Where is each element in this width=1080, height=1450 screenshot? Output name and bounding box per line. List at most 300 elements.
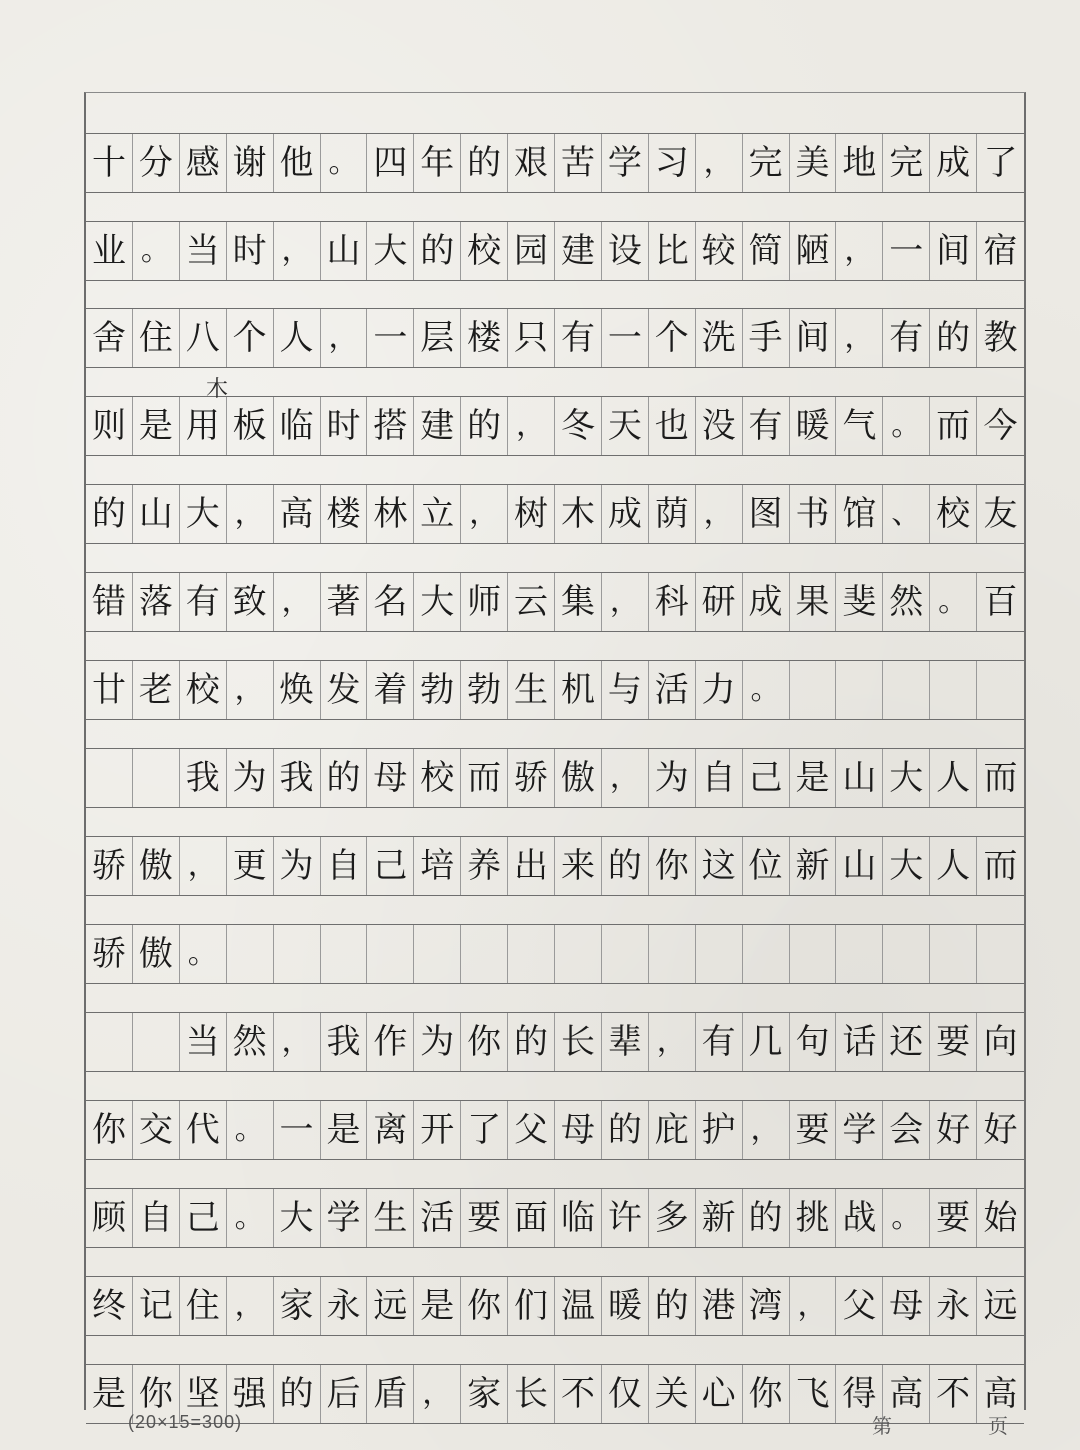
- grid-cell: 了: [983, 143, 1018, 183]
- grid-cell: 四: [367, 134, 414, 192]
- grid-cell: 好: [983, 1110, 1018, 1150]
- grid-cell: 感: [180, 134, 227, 192]
- grid-cell: 坚: [180, 1365, 227, 1423]
- grid-cell: 会: [883, 1101, 930, 1159]
- grid-cell: 老: [133, 661, 180, 719]
- grid-cell: 层: [414, 309, 461, 367]
- grid-cell: 要: [461, 1189, 508, 1247]
- grid-cell: 后: [321, 1365, 368, 1423]
- grid-cell: 不: [555, 1365, 602, 1423]
- grid-cell: 的: [414, 222, 461, 280]
- grid-cell: 。: [227, 1101, 274, 1159]
- grid-cell: 一: [602, 309, 649, 367]
- grid-cell: 许: [602, 1189, 649, 1247]
- grid-cell: 你: [86, 1101, 133, 1159]
- grid-cell: [930, 925, 977, 983]
- grid-cell: 搭: [367, 397, 414, 455]
- grid-cell: [133, 1013, 180, 1071]
- grid-cell: 要: [930, 1013, 977, 1071]
- grid-cell: 话: [836, 1013, 883, 1071]
- grid-cell: 己: [743, 749, 790, 807]
- grid-cell: 母: [367, 749, 414, 807]
- grid-cell: ，: [649, 1013, 696, 1071]
- grid-cell: 成: [930, 134, 977, 192]
- grid-cell: 大: [274, 1189, 321, 1247]
- grid-cell: [367, 925, 414, 983]
- grid-cell: 立: [414, 485, 461, 543]
- grid-cell: 用: [180, 397, 227, 455]
- grid-cell: ，: [602, 573, 649, 631]
- grid-row: [86, 1100, 1024, 1160]
- grid-cell: 则: [86, 397, 133, 455]
- grid-cell: 宿: [983, 231, 1018, 271]
- grid-cell: 的: [602, 837, 649, 895]
- grid-cell: [883, 661, 930, 719]
- grid-cell: 他: [274, 134, 321, 192]
- grid-cell: 的: [508, 1013, 555, 1071]
- grid-row: [86, 748, 1024, 808]
- grid-cell: 得: [836, 1365, 883, 1423]
- grid-spec-label: (20×15=300): [128, 1412, 243, 1432]
- grid-cell: 业: [86, 222, 133, 280]
- grid-cell: 比: [649, 222, 696, 280]
- grid-cell: ，: [274, 1013, 321, 1071]
- grid-cell: 校: [930, 485, 977, 543]
- grid-cell: 书: [790, 485, 837, 543]
- grid-cell: [836, 925, 883, 983]
- grid-cell: 大: [883, 837, 930, 895]
- grid-cell: 楼: [321, 485, 368, 543]
- grid-cell: 长: [555, 1013, 602, 1071]
- grid-cell: 盾: [367, 1365, 414, 1423]
- grid-cell: 为: [414, 1013, 461, 1071]
- grid-cell: [133, 749, 180, 807]
- grid-cell: 终: [86, 1277, 133, 1335]
- grid-cell: 陋: [790, 222, 837, 280]
- grid-cell: 。: [133, 222, 180, 280]
- grid-cell: ，: [227, 485, 274, 543]
- grid-cell: 多: [649, 1189, 696, 1247]
- page-label-di: 第: [872, 1414, 892, 1438]
- grid-cell: 傲: [555, 749, 602, 807]
- grid-cell: 馆: [836, 485, 883, 543]
- grid-cell: 始: [983, 1198, 1018, 1238]
- grid-cell: 代: [180, 1101, 227, 1159]
- grid-cell: 父: [836, 1277, 883, 1335]
- grid-cell: 。: [180, 925, 227, 983]
- grid-cell: 一: [367, 309, 414, 367]
- grid-cell: 然: [883, 573, 930, 631]
- grid-cell: 年: [414, 134, 461, 192]
- grid-cell: 这: [696, 837, 743, 895]
- grid-cell: 与: [602, 661, 649, 719]
- grid-cell: 树: [508, 485, 555, 543]
- grid-cell: 致: [227, 573, 274, 631]
- grid-cell: 母: [555, 1101, 602, 1159]
- grid-row: [86, 308, 1024, 368]
- grid-cell: ，: [743, 1101, 790, 1159]
- grid-row: [86, 396, 1024, 456]
- grid-cell: 百: [983, 582, 1018, 622]
- grid-cell: 大: [367, 222, 414, 280]
- grid-cell: 没: [696, 397, 743, 455]
- grid-cell: ，: [696, 134, 743, 192]
- grid-cell: 是: [321, 1101, 368, 1159]
- grid-cell: [743, 925, 790, 983]
- grid-cell: [508, 925, 555, 983]
- grid-cell: [649, 925, 696, 983]
- grid-cell: 发: [321, 661, 368, 719]
- grid-cell: 洗: [696, 309, 743, 367]
- grid-cell: 们: [508, 1277, 555, 1335]
- grid-cell: 。: [883, 397, 930, 455]
- grid-row: [86, 924, 1024, 984]
- grid-cell: [86, 749, 133, 807]
- grid-cell: 是: [414, 1277, 461, 1335]
- grid-cell: 今: [983, 406, 1018, 446]
- grid-row: [86, 1012, 1024, 1072]
- grid-cell: 你: [649, 837, 696, 895]
- grid-cell: 谢: [227, 134, 274, 192]
- grid-cell: 果: [790, 573, 837, 631]
- grid-cell: 而: [983, 846, 1018, 886]
- grid-cell: 科: [649, 573, 696, 631]
- grid-cell: 而: [461, 749, 508, 807]
- grid-cell: ，: [180, 837, 227, 895]
- grid-cell: 的: [602, 1101, 649, 1159]
- grid-cell: 。: [227, 1189, 274, 1247]
- grid-cell: 己: [180, 1189, 227, 1247]
- grid-cell: 作: [367, 1013, 414, 1071]
- grid-cell: 心: [696, 1365, 743, 1423]
- grid-cell: 开: [414, 1101, 461, 1159]
- grid-cell: 十: [86, 134, 133, 192]
- grid-cell: 山: [836, 749, 883, 807]
- grid-cell: 间: [790, 309, 837, 367]
- grid-cell: 机: [555, 661, 602, 719]
- grid-cell: 飞: [790, 1365, 837, 1423]
- grid-cell: 时: [321, 397, 368, 455]
- grid-cell: 父: [508, 1101, 555, 1159]
- grid-cell: 护: [696, 1101, 743, 1159]
- grid-cell: 学: [602, 134, 649, 192]
- grid-cell: 大: [414, 573, 461, 631]
- grid-cell: 学: [321, 1189, 368, 1247]
- grid-cell: 我: [321, 1013, 368, 1071]
- insertion-mark: 木: [206, 377, 229, 402]
- grid-cell: 。: [883, 1189, 930, 1247]
- grid-cell: 云: [508, 573, 555, 631]
- grid-cell: 来: [555, 837, 602, 895]
- grid-cell: 生: [367, 1189, 414, 1247]
- grid-cell: 有: [743, 397, 790, 455]
- grid-cell: 港: [696, 1277, 743, 1335]
- grid-cell: 战: [836, 1189, 883, 1247]
- grid-cell: 的: [930, 309, 977, 367]
- grid-cell: 建: [555, 222, 602, 280]
- grid-cell: 强: [227, 1365, 274, 1423]
- grid-cell: 校: [414, 749, 461, 807]
- grid-cell: 名: [367, 573, 414, 631]
- grid-cell: 间: [930, 222, 977, 280]
- grid-cell: ，: [836, 222, 883, 280]
- grid-cell: 。: [321, 134, 368, 192]
- grid-cell: 一: [274, 1101, 321, 1159]
- grid-cell: 仅: [602, 1365, 649, 1423]
- grid-cell: 手: [743, 309, 790, 367]
- grid-cell: 自: [696, 749, 743, 807]
- grid-cell: 生: [508, 661, 555, 719]
- grid-cell: 。: [743, 661, 790, 719]
- grid-cell: ，: [274, 573, 321, 631]
- grid-cell: 然: [227, 1013, 274, 1071]
- grid-cell: ，: [602, 749, 649, 807]
- grid-cell: 为: [227, 749, 274, 807]
- grid-cell: [696, 925, 743, 983]
- grid-cell: 有: [555, 309, 602, 367]
- page-label-ye: 页: [988, 1414, 1008, 1438]
- grid-cell: ，: [696, 485, 743, 543]
- grid-cell: 辈: [602, 1013, 649, 1071]
- grid-cell: 、: [883, 485, 930, 543]
- grid-cell: 当: [180, 1013, 227, 1071]
- grid-cell: 养: [461, 837, 508, 895]
- grid-cell: 是: [133, 397, 180, 455]
- grid-cell: 骄: [86, 837, 133, 895]
- grid-cell: 的: [321, 749, 368, 807]
- grid-cell: [977, 925, 1024, 983]
- grid-cell: 为: [274, 837, 321, 895]
- grid-cell: 力: [696, 661, 743, 719]
- grid-cell: 是: [86, 1365, 133, 1423]
- grid-row: [86, 1188, 1024, 1248]
- grid-cell: ，: [461, 485, 508, 543]
- grid-cell: 己: [367, 837, 414, 895]
- grid-cell: 位: [743, 837, 790, 895]
- grid-cell: 只: [508, 309, 555, 367]
- grid-cell: 当: [180, 222, 227, 280]
- grid-row: [86, 572, 1024, 632]
- grid-cell: [414, 925, 461, 983]
- grid-cell: 家: [274, 1277, 321, 1335]
- grid-cell: 习: [649, 134, 696, 192]
- grid-cell: 较: [696, 222, 743, 280]
- grid-cell: 你: [461, 1013, 508, 1071]
- grid-cell: 交: [133, 1101, 180, 1159]
- grid-cell: 勃: [461, 661, 508, 719]
- grid-cell: 记: [133, 1277, 180, 1335]
- grid-cell: 人: [274, 309, 321, 367]
- grid-cell: 新: [790, 837, 837, 895]
- grid-cell: 山: [133, 485, 180, 543]
- grid-cell: 个: [649, 309, 696, 367]
- grid-cell: 你: [743, 1365, 790, 1423]
- grid-cell: 时: [227, 222, 274, 280]
- grid-cell: 学: [836, 1101, 883, 1159]
- grid-cell: ，: [790, 1277, 837, 1335]
- grid-cell: 要: [790, 1101, 837, 1159]
- grid-cell: 成: [602, 485, 649, 543]
- grid-cell: 出: [508, 837, 555, 895]
- grid-cell: 设: [602, 222, 649, 280]
- grid-cell: 骄: [86, 925, 133, 983]
- grid-cell: 自: [133, 1189, 180, 1247]
- grid-cell: ，: [274, 222, 321, 280]
- grid-cell: 暖: [790, 397, 837, 455]
- grid-cell: 的: [461, 134, 508, 192]
- grid-cell: 研: [696, 573, 743, 631]
- grid-cell: 校: [461, 222, 508, 280]
- grid-cell: 大: [883, 749, 930, 807]
- grid-row: [86, 836, 1024, 896]
- grid-cell: 离: [367, 1101, 414, 1159]
- grid-cell: 挑: [790, 1189, 837, 1247]
- grid-cell: 地: [836, 134, 883, 192]
- grid-cell: 友: [983, 494, 1018, 534]
- grid-cell: 暖: [602, 1277, 649, 1335]
- grid-cell: 成: [743, 573, 790, 631]
- grid-cell: [227, 925, 274, 983]
- grid-cell: 住: [133, 309, 180, 367]
- grid-cell: 远: [367, 1277, 414, 1335]
- grid-cell: 好: [930, 1101, 977, 1159]
- grid-cell: 山: [321, 222, 368, 280]
- grid-cell: [602, 925, 649, 983]
- grid-cell: 关: [649, 1365, 696, 1423]
- grid-cell: 是: [790, 749, 837, 807]
- grid-cell: 有: [696, 1013, 743, 1071]
- grid-row: [86, 660, 1024, 720]
- grid-cell: 我: [274, 749, 321, 807]
- grid-cell: 完: [883, 134, 930, 192]
- grid-cell: 你: [461, 1277, 508, 1335]
- grid-cell: [883, 925, 930, 983]
- grid-cell: 山: [836, 837, 883, 895]
- grid-cell: 落: [133, 573, 180, 631]
- grid-cell: [977, 661, 1024, 719]
- grid-cell: ，: [227, 661, 274, 719]
- grid-cell: 高: [274, 485, 321, 543]
- grid-cell: 母: [883, 1277, 930, 1335]
- grid-cell: 住: [180, 1277, 227, 1335]
- grid-cell: 远: [983, 1286, 1018, 1326]
- grid-cell: 而: [930, 397, 977, 455]
- grid-cell: 了: [461, 1101, 508, 1159]
- grid-cell: 临: [274, 397, 321, 455]
- grid-cell: 。: [930, 573, 977, 631]
- grid-cell: [461, 925, 508, 983]
- grid-cell: 更: [227, 837, 274, 895]
- grid-cell: 要: [930, 1189, 977, 1247]
- grid-cell: 人: [930, 837, 977, 895]
- grid-cell: 温: [555, 1277, 602, 1335]
- grid-cell: ，: [836, 309, 883, 367]
- grid-cell: [790, 661, 837, 719]
- grid-cell: 建: [414, 397, 461, 455]
- grid-cell: 自: [321, 837, 368, 895]
- grid-cell: 人: [930, 749, 977, 807]
- grid-cell: ，: [508, 397, 555, 455]
- grid-cell: 勃: [414, 661, 461, 719]
- grid-cell: 向: [983, 1022, 1018, 1062]
- grid-cell: 苦: [555, 134, 602, 192]
- grid-cell: 不: [930, 1365, 977, 1423]
- grid-cell: ，: [414, 1365, 461, 1423]
- grid-cell: 教: [983, 318, 1018, 358]
- grid-cell: [86, 1013, 133, 1071]
- grid-cell: 荫: [649, 485, 696, 543]
- grid-cell: [274, 925, 321, 983]
- grid-cell: 还: [883, 1013, 930, 1071]
- grid-cell: 骄: [508, 749, 555, 807]
- grid-cell: 几: [743, 1013, 790, 1071]
- grid-cell: 图: [743, 485, 790, 543]
- grid-cell: [790, 925, 837, 983]
- grid-cell: 傲: [133, 925, 180, 983]
- grid-cell: 师: [461, 573, 508, 631]
- grid-row: [86, 133, 1024, 193]
- grid-cell: 培: [414, 837, 461, 895]
- grid-cell: 舍: [86, 309, 133, 367]
- grid-cell: 永: [930, 1277, 977, 1335]
- grid-cell: 楼: [461, 309, 508, 367]
- grid-cell: 分: [133, 134, 180, 192]
- grid-cell: 校: [180, 661, 227, 719]
- grid-cell: 新: [696, 1189, 743, 1247]
- grid-cell: ，: [227, 1277, 274, 1335]
- grid-cell: 个: [227, 309, 274, 367]
- grid-cell: 的: [461, 397, 508, 455]
- grid-cell: 焕: [274, 661, 321, 719]
- grid-cell: 你: [133, 1365, 180, 1423]
- grid-cell: 气: [836, 397, 883, 455]
- grid-cell: [321, 925, 368, 983]
- grid-cell: 而: [983, 758, 1018, 798]
- grid-cell: 错: [86, 573, 133, 631]
- grid-row: [86, 221, 1024, 281]
- grid-cell: 园: [508, 222, 555, 280]
- grid-cell: 有: [883, 309, 930, 367]
- grid-cell: 大: [180, 485, 227, 543]
- grid-cell: 的: [743, 1189, 790, 1247]
- grid-cell: 长: [508, 1365, 555, 1423]
- manuscript-grid: [84, 92, 1026, 1414]
- grid-cell: [930, 661, 977, 719]
- grid-cell: 着: [367, 661, 414, 719]
- grid-cell: 活: [414, 1189, 461, 1247]
- grid-cell: 集: [555, 573, 602, 631]
- grid-cell: 傲: [133, 837, 180, 895]
- grid-row: [86, 484, 1024, 544]
- grid-cell: 艰: [508, 134, 555, 192]
- grid-cell: 一: [883, 222, 930, 280]
- grid-cell: 简: [743, 222, 790, 280]
- grid-cell: 冬: [555, 397, 602, 455]
- grid-cell: 家: [461, 1365, 508, 1423]
- grid-cell: 庇: [649, 1101, 696, 1159]
- grid-cell: 有: [180, 573, 227, 631]
- grid-cell: 活: [649, 661, 696, 719]
- grid-cell: [555, 925, 602, 983]
- grid-cell: ，: [321, 309, 368, 367]
- grid-row: [86, 1276, 1024, 1336]
- grid-cell: 天: [602, 397, 649, 455]
- grid-cell: 面: [508, 1189, 555, 1247]
- grid-cell: 著: [321, 573, 368, 631]
- grid-cell: 美: [790, 134, 837, 192]
- grid-cell: 句: [790, 1013, 837, 1071]
- grid-cell: 顾: [86, 1189, 133, 1247]
